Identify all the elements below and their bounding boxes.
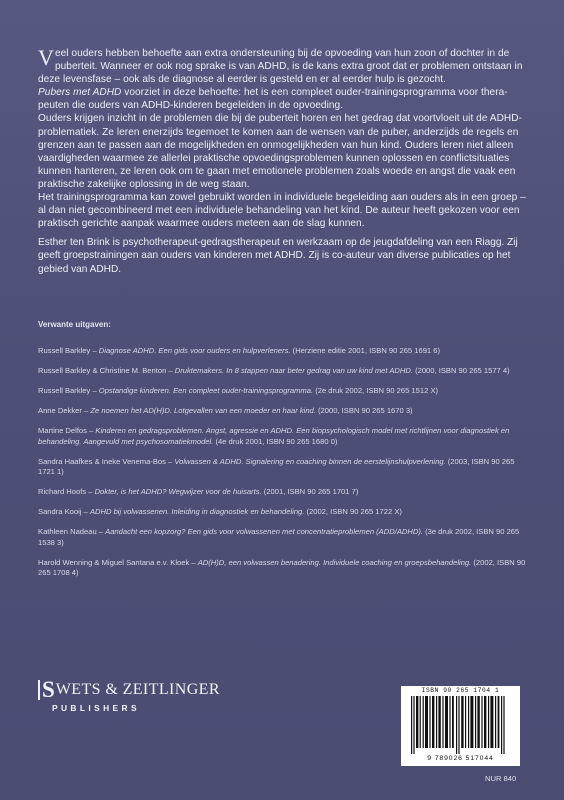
list-item: Harold Wenning & Miguel Santana e.v. Kloek – AD(H)D, een volwassen benadering. Individuele coaching en groepsbehandeling. (2002, ISBN 90 265 1708 4): [38, 557, 526, 578]
barcode-icon: [405, 696, 516, 754]
blurb-paragraph-3: Ouders krijgen inzicht in de problemen die bij de puberteit horen en het gedrag dat voortvloeit uit de ADHD-problematiek. Ze leren enerzijds tegemoet te komen aan de wensen van de puber, anderzijds de regels en grenzen aan te passen aan de mogelijkheden en onmogelijkheden van hun kind. Ouders leren niet alleen vaardigheden waarmee ze allerlei praktische opvoedingsproblemen kunnen oplossen en conflictsituaties kunnen hanteren, ze leren ook om te gaan met emotionele problemen zoals woede en angst die vaak een praktische zakelijke oplossing in de weg staan.: [38, 113, 523, 190]
isbn-label: ISBN 90 265 1704 1: [421, 687, 500, 694]
list-item: Anne Dekker – Ze noemen het AD(H)D. Lotgevallen van een moeder en haar kind. (2000, ISBN 90 265 1670 3): [38, 405, 413, 415]
publisher-name: WETS & ZEITLINGER: [55, 681, 220, 698]
nur-code: NUR 840: [485, 774, 517, 783]
list-item: Martine Delfos – Kinderen en gedragsproblemen. Angst, agressie en ADHD. Een biopsychologisch model met richtlijnen voor diagnostiek en behandeling. Aangevuld met psychosomatiekmodel. (4e druk 2001, ISBN 90 265 1680 0): [38, 425, 510, 446]
blurb-text: [38, 47, 528, 230]
drop-cap: V: [38, 45, 54, 70]
list-item: Russell Barkley – Diagnose ADHD. Een gids voor ouders en hulpverleners. (Herziene editie 2001, ISBN 90 265 1691 6): [38, 346, 441, 355]
ean-digits: 9 789026 517044: [427, 755, 494, 762]
related-publications-list: [38, 346, 528, 588]
barcode-block: [401, 686, 520, 766]
blurb-paragraph-4: Het trainingsprogramma kan zowel gebruikt worden in individuele begeleiding aan ouders als in een groep – al dan niet gecombineerd met een individuele behandeling van het kind. De auteur heeft gekozen voor een praktisch gerichte aanpak waarmee ouders meteen aan de slag kunnen.: [38, 192, 526, 230]
list-item: Sandra Haafkes & Ineke Venema-Bos – Volwassen & ADHD. Signalering en coaching binnen de eerstelijnshulpverlening. (2003, ISBN 90 265 1721 1): [38, 456, 515, 477]
publisher-subline: PUBLISHERS: [52, 703, 140, 713]
blurb-paragraph-2: Pubers met ADHD voorziet in deze behoefte: het is een compleet ouder-trainingsprogramma voor therapeuten die ouders van ADHD-kinderen begeleiden in de opvoeding.: [38, 87, 508, 112]
publisher-logo-initial: S: [38, 680, 55, 700]
author-bio: Esther ten Brink is psychotherapeut-gedragstherapeut en werkzaam op de jeugdafdeling van een Riagg. Zij geeft groepstrainingen aan ouders van kinderen met ADHD. Zij is co-auteur van diverse publicaties op het gebied van ADHD.: [38, 237, 518, 275]
list-item: Sandra Kooij – ADHD bij volwassenen. Inleiding in diagnostiek en behandeling. (2002, ISBN 90 265 1722 X): [38, 507, 402, 517]
list-item: Richard Hoofs – Dokter, is het ADHD? Wegwijzer voor de huisarts. (2001, ISBN 90 265 1701 7): [38, 487, 359, 497]
related-heading: Verwante uitgaven:: [38, 320, 111, 329]
list-item: Russell Barkley – Opstandige kinderen. Een compleet ouder-trainingsprogramma. (2e druk 2002, ISBN 90 265 1512 X): [38, 385, 439, 395]
list-item: Russell Barkley & Christine M. Benton – Druktemakers. In 8 stappen naar beter gedrag van uw kind met ADHD. (2000, ISBN 90 265 1577 4): [38, 365, 510, 375]
blurb-paragraph-1: Veel ouders hebben behoefte aan extra ondersteuning bij de opvoeding van hun zoon of dochter in de puberteit. Wanneer er ook nog sprake is van ADHD, is de kans extra groot dat er problemen ontstaan in deze levensfase – ook als de diagnose al eerder is gesteld en er al eerder hulp is gezocht.: [38, 45, 523, 86]
list-item: Kathleen Nadeau – Aandacht een kopzorg? Een gids voor volwassenen met concentratieproblemen (ADD/ADHD). (3e druk 2002, ISBN 90 265 1538 3): [38, 527, 520, 547]
publisher-logo: [38, 677, 220, 713]
publisher-wordmark: [38, 677, 220, 702]
book-title: Pubers met ADHD: [38, 87, 122, 99]
